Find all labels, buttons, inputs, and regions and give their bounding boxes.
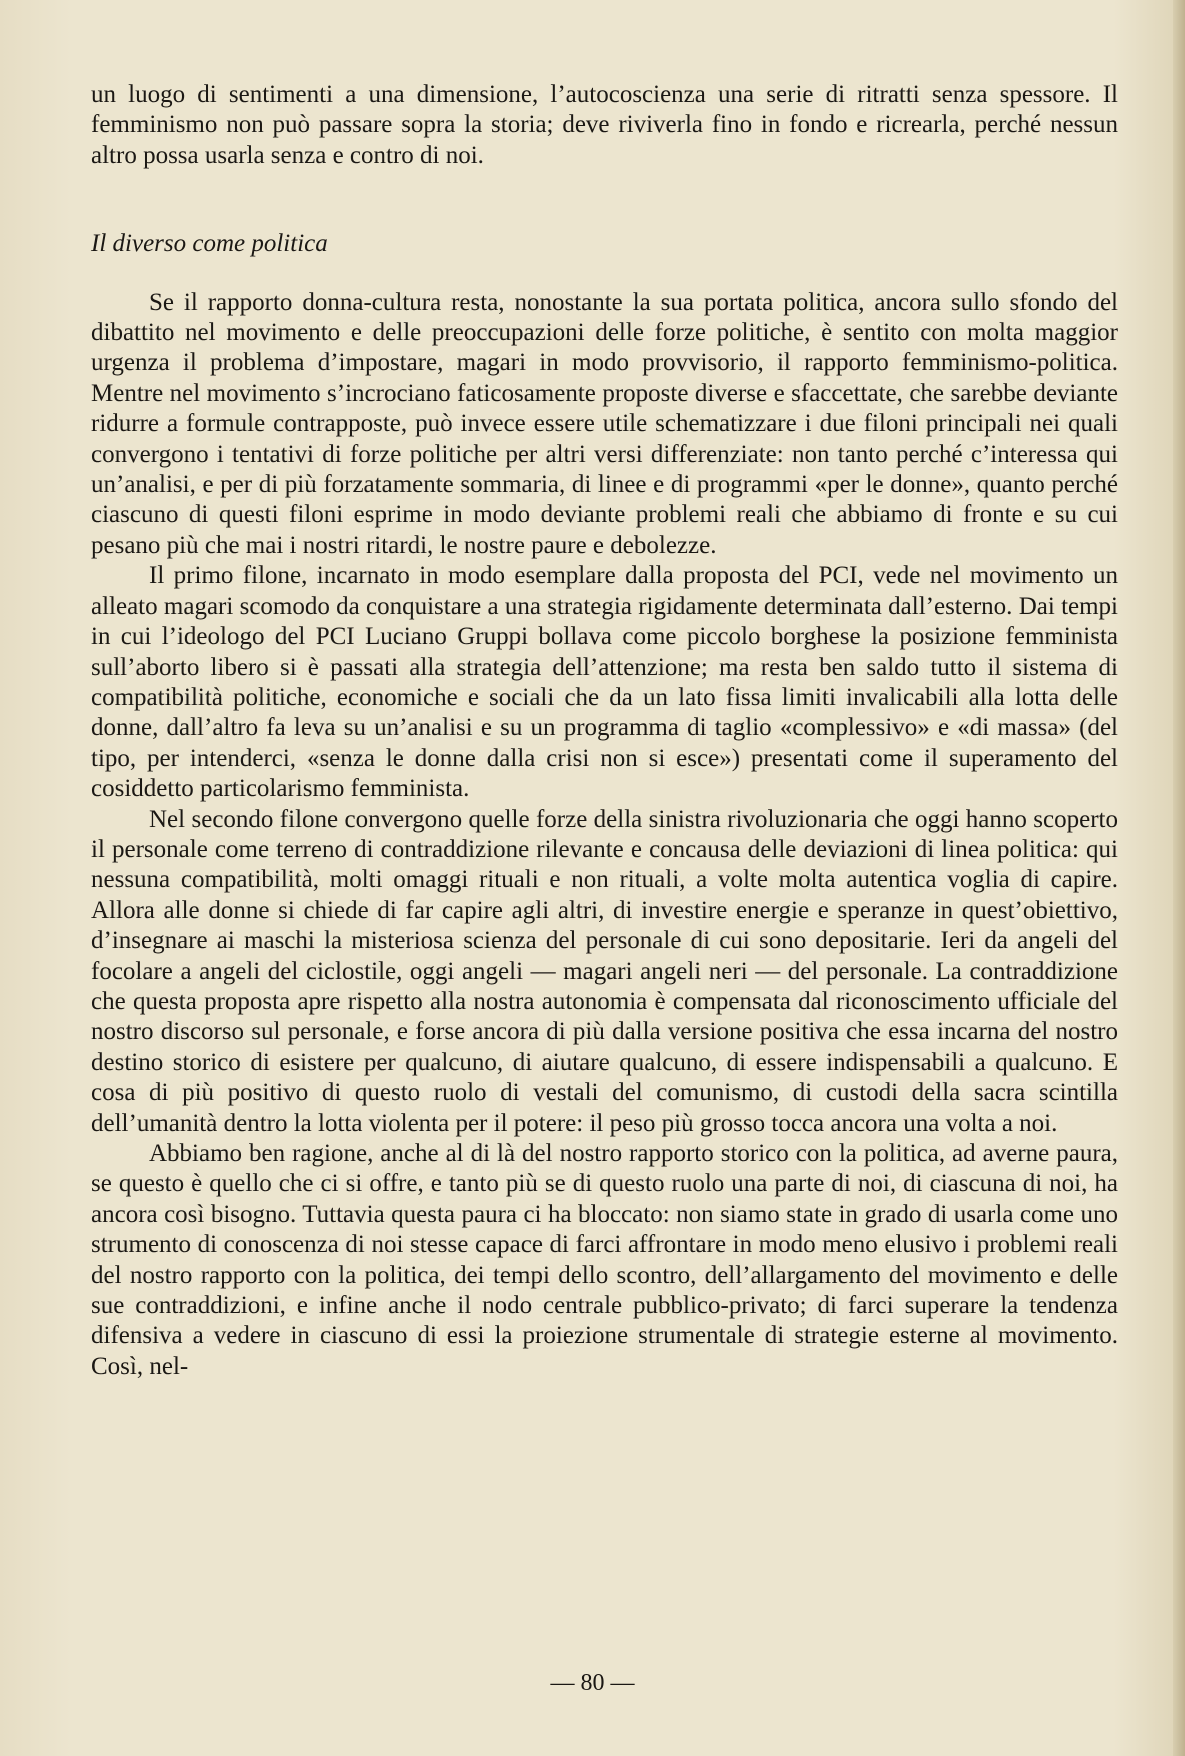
section-heading: Il diverso come politica (91, 230, 328, 258)
paragraph-1: Se il rapporto donna-cultura resta, nonostante la sua portata politica, ancora sullo sfondo del dibattito nel movimento e delle preoccupazioni delle forze politiche, è sentito con molta maggior urgenza il problema d’impostare, magari in modo provvisorio, il rapporto femminismo-politica. Mentre nel movimento s’incrociano faticosamente proposte diverse e sfaccettate, che sarebbe deviante ridurre a formule contrapposte, può invece essere utile schematizzare i due filoni principali nei quali convergono i tentativi di forze politiche per altri versi differenziate: non tanto perché c’interessa qui un’analisi, e per di più forzatamente sommaria, di linee e di programmi «per le donne», quanto perché ciascuno di questi filoni esprime in modo deviante problemi reali che abbiamo di fronte e su cui pesano più che mai i nostri ritardi, le nostre paure e debolezze. (91, 288, 1118, 559)
paragraph-continuation: un luogo di sentimenti a una dimensione, l’autocoscienza una serie di ritratti senza spessore. Il femminismo non può passare sopra la storia; deve riviverla fino in fondo e ricrearla, perché nessun altro possa usarla senza e contro di noi. (91, 81, 1118, 169)
paragraph-2: Il primo filone, incarnato in modo esemplare dalla proposta del PCI, vede nel movimento un alleato magari scomodo da conquistare a una strategia rigidamente determinata dall’esterno. Dai tempi in cui l’ideologo del PCI Luciano Gruppi bollava come piccolo borghese la posizione femminista sull’aborto libero si è passati alla strategia dell’attenzione; ma resta ben saldo tutto il sistema di compatibilità politiche, economiche e sociali che da un lato fissa limiti invalicabili alla lotta delle donne, dall’altro fa leva su un’analisi e su un programma di taglio «complessivo» e «di massa» (del tipo, per intenderci, «senza le donne dalla crisi non si esce») presentati come il superamento del cosiddetto particolarismo femminista. (91, 562, 1118, 803)
paragraph-4: Abbiamo ben ragione, anche al di là del nostro rapporto storico con la politica, ad averne paura, se questo è quello che ci si offre, e tanto più se di questo ruolo una parte di noi, di ciascuna di noi, ha ancora così bisogno. Tuttavia questa paura ci ha bloccato: non siamo state in grado di usarla come uno strumento di conoscenza di noi stesse capace di farci affrontare in modo meno elusivo i problemi reali del nostro rapporto con la politica, dei tempi dello scontro, dell’allargamento del movimento e delle sue contraddizioni, e infine anche il nodo centrale pubblico-privato; di farci superare la tendenza difensiva a vedere in ciascuno di essi la proiezione strumentale di strategie esterne al movimento. Così, nel- (91, 1140, 1118, 1380)
page-edge-shadow (1173, 0, 1185, 1756)
page-number: — 80 — (550, 1670, 635, 1696)
page-text-block (91, 80, 1118, 1382)
paragraph-3: Nel secondo filone convergono quelle forze della sinistra rivoluzionaria che oggi hanno scoperto il personale come terreno di contraddizione rilevante e concausa delle deviazioni di linea politica: qui nessuna compatibilità, molti omaggi rituali e non rituali, a volte molta autentica voglia di capire. Allora alle donne si chiede di far capire agli altri, di investire energie e speranze in quest’obiettivo, d’insegnare ai maschi la misteriosa scienza del personale di cui sono depositarie. Ieri da angeli del focolare a angeli del ciclostile, oggi angeli — magari angeli neri — del personale. La contraddizione che questa proposta apre rispetto alla nostra autonomia è compensata dal riconoscimento ufficiale del nostro discorso sul personale, e forse ancora di più dalla versione positiva che essa incarna del nostro destino storico di esistere per qualcuno, di aiutare qualcuno, di essere indispensabili a qualcuno. E cosa di più positivo di questo ruolo di vestali del comunismo, di custodi della sacra scintilla dell’umanità dentro la lotta violenta per il potere: il peso più grosso tocca ancora una volta a noi. (91, 805, 1118, 1137)
